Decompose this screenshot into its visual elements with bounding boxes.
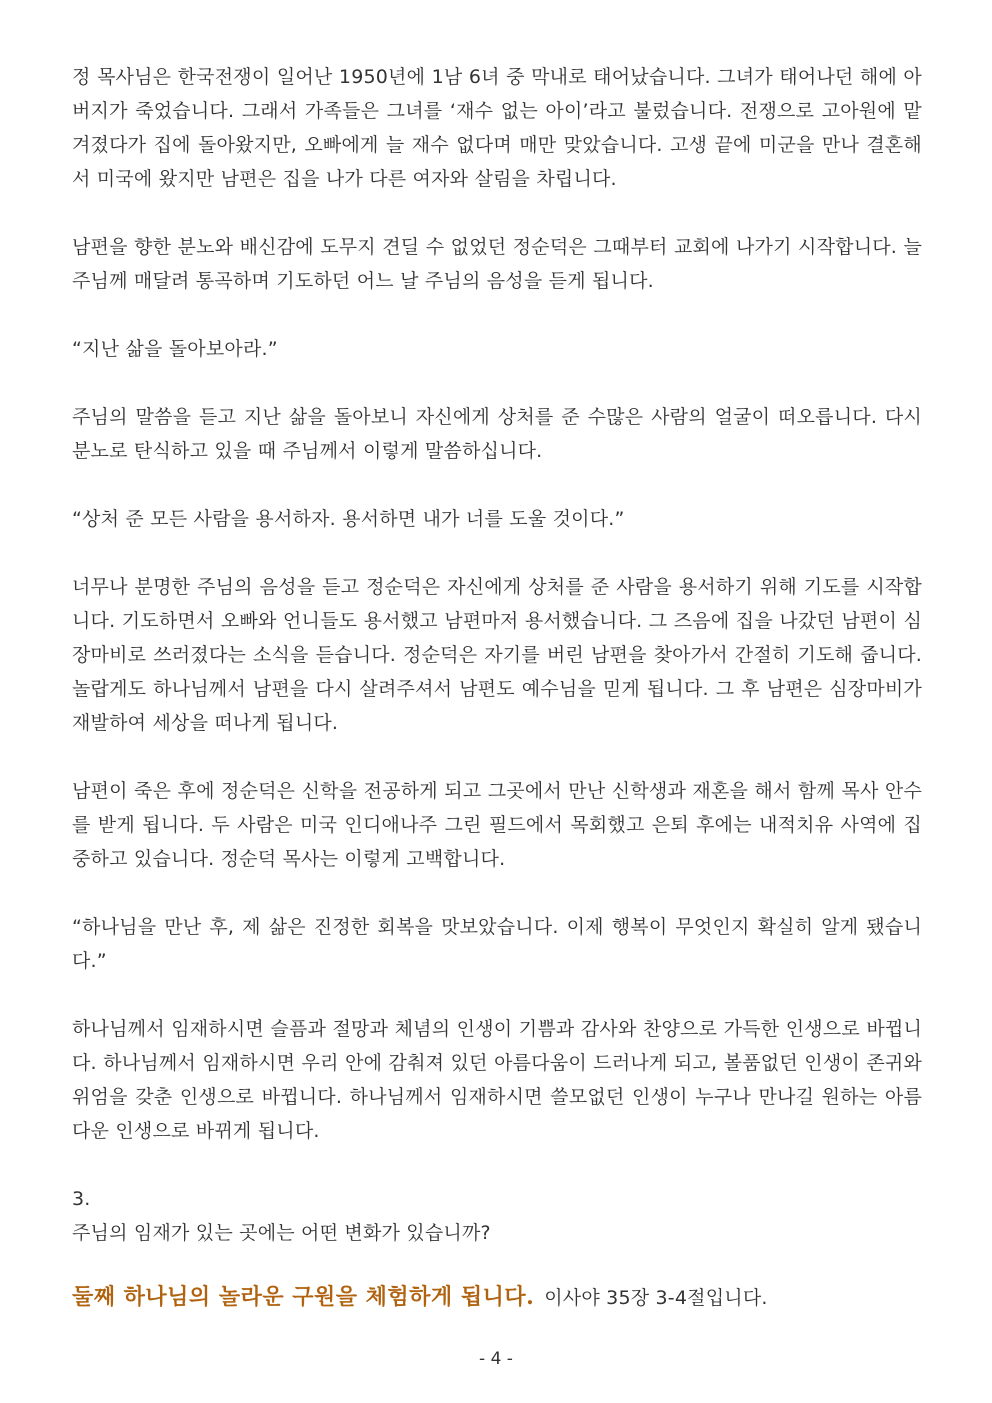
quote-testimony: “하나님을 만난 후, 제 삶은 진정한 회복을 맛보았습니다. 이제 행복이 무엇인지 확실히 알게 됐습니다.” (72, 916, 922, 972)
paragraph-ministry: 남편이 죽은 후에 정순덕은 신학을 전공하게 되고 그곳에서 만난 신학생과 재혼을 해서 함께 목사 안수를 받게 됩니다. 두 사람은 미국 인디애나주 그린 필드에서 목회했고 은퇴 후에는 내적치유 사역에 집중하고 있습니다. 정순덕 목사는 이렇게 고백합니다. (72, 780, 922, 870)
quote-forgive: “상처 준 모든 사람을 용서하자. 용서하면 내가 너를 도울 것이다.” (72, 508, 625, 530)
paragraph-childhood: 정 목사님은 한국전쟁이 일어난 1950년에 1남 6녀 중 막내로 태어났습니다. 그녀가 태어나던 해에 아버지가 죽었습니다. 그래서 가족들은 그녀를 ‘재수 없는 아이’라고 불렀습니다. 전쟁으로 고아원에 맡겨졌다가 집에 돌아왔지만, 오빠에게 늘 재수 없다며 매만 맞았습니다. 고생 끝에 미군을 만나 결혼해서 미국에 왔지만 남편은 집을 나가 다른 여자와 살림을 차립니다. (72, 66, 922, 190)
section-question: 주님의 임재가 있는 곳에는 어떤 변화가 있습니까? (72, 1222, 491, 1244)
scripture-reference: 이사야 35장 3-4절입니다. (544, 1287, 768, 1309)
closing-heading: 둘째 하나님의 놀라운 구원을 체험하게 됩니다. (72, 1284, 535, 1310)
paragraph-forgiveness: 너무나 분명한 주님의 음성을 듣고 정순덕은 자신에게 상처를 준 사람을 용서하기 위해 기도를 시작합니다. 기도하면서 오빠와 언니들도 용서했고 남편마저 용서했습니다. 그 즈음에 집을 나갔던 남편이 심장마비로 쓰러졌다는 소식을 듣습니다. 정순덕은 자기를 버린 남편을 찾아가서 간절히 기도해 줍니다. 놀랍게도 하나님께서 남편을 다시 살려주셔서 남편도 예수님을 믿게 됩니다. 그 후 남편은 심장마비가 재발하여 세상을 떠나게 됩니다. (72, 576, 922, 734)
section-number: 3. (72, 1188, 91, 1210)
paragraph-church: 남편을 향한 분노와 배신감에 도무지 견딜 수 없었던 정순덕은 그때부터 교회에 나가기 시작합니다. 늘 주님께 매달려 통곡하며 기도하던 어느 날 주님의 음성을 듣게 됩니다. (72, 236, 922, 292)
paragraph-presence: 하나님께서 임재하시면 슬픔과 절망과 체념의 인생이 기쁨과 감사와 찬양으로 가득한 인생으로 바뀝니다. 하나님께서 임재하시면 우리 안에 감춰져 있던 아름다움이 드러나게 되고, 볼품없던 인생이 존귀와 위엄을 갖춘 인생으로 바뀝니다. 하나님께서 임재하시면 쓸모없던 인생이 누구나 만나길 원하는 아름다운 인생으로 바뀌게 됩니다. (72, 1018, 922, 1142)
document-body (72, 60, 922, 1315)
paragraph-reflection: 주님의 말씀을 듣고 지난 삶을 돌아보니 자신에게 상처를 준 수많은 사람의 얼굴이 떠오릅니다. 다시 분노로 탄식하고 있을 때 주님께서 이렇게 말씀하십니다. (72, 406, 922, 462)
page-number: - 4 - (479, 1349, 513, 1369)
closing-line (72, 1280, 922, 1315)
quote-look-back: “지난 삶을 돌아보아라.” (72, 338, 278, 360)
